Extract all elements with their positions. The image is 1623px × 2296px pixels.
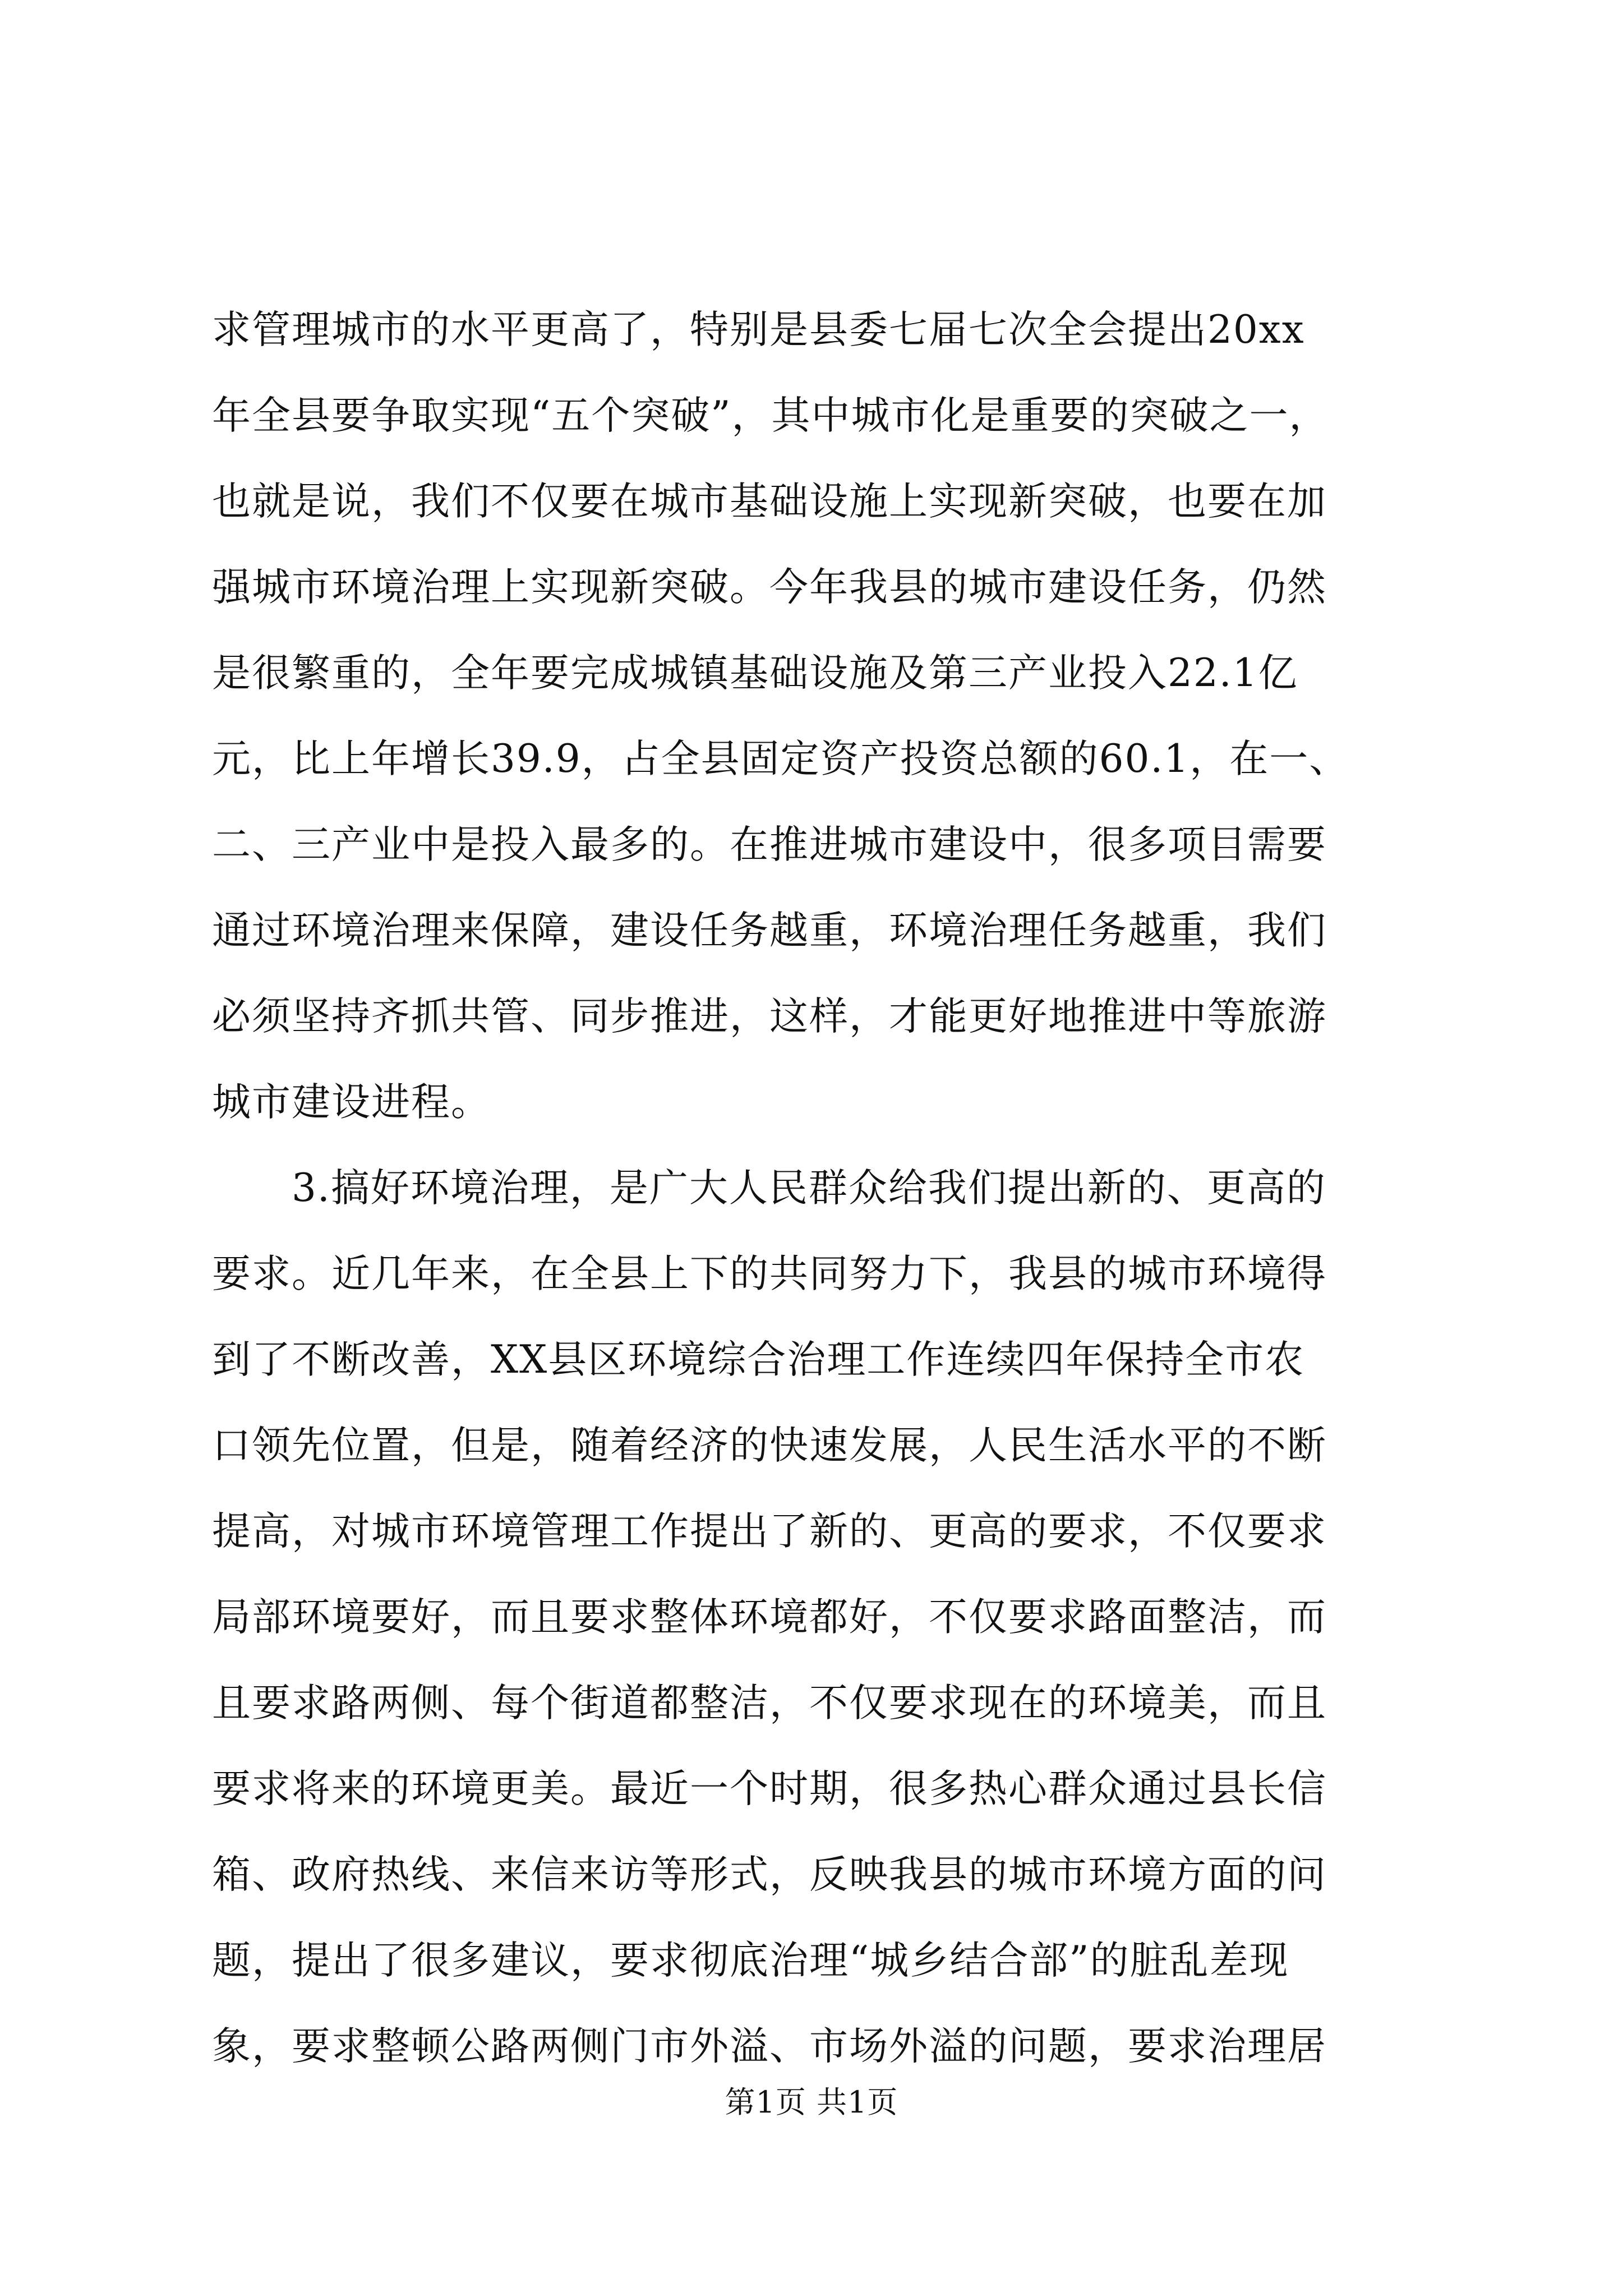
text-line: 城市建设进程。 <box>212 1080 491 1125</box>
text-line: 到了不断改善，XX县区环境综合治理工作连续四年保持全市农 <box>212 1337 1305 1382</box>
page-number-footer: 第1页 共1页 <box>725 2085 898 2120</box>
text-line: 要求。近几年来，在全县上下的共同努力下，我县的城市环境得 <box>212 1251 1327 1296</box>
text-line: 象，要求整顿公路两侧门市外溢、市场外溢的问题，要求治理居 <box>212 2024 1327 2069</box>
text-line: 且要求路两侧、每个街道都整洁，不仅要求现在的环境美，而且 <box>212 1681 1327 1726</box>
text-line: 口领先位置，但是，随着经济的快速发展，人民生活水平的不断 <box>212 1423 1327 1468</box>
text-line: 也就是说，我们不仅要在城市基础设施上实现新突破，也要在加 <box>212 479 1327 524</box>
text-line: 提高，对城市环境管理工作提出了新的、更高的要求，不仅要求 <box>212 1509 1327 1554</box>
paragraph-start-line: 3.搞好环境治理，是广大人民群众给我们提出新的、更高的 <box>292 1166 1326 1211</box>
text-line: 年全县要争取实现“五个突破”，其中城市化是重要的突破之一， <box>212 393 1329 438</box>
text-line: 局部环境要好，而且要求整体环境都好，不仅要求路面整洁，而 <box>212 1595 1327 1640</box>
text-line: 强城市环境治理上实现新突破。今年我县的城市建设任务，仍然 <box>212 565 1327 610</box>
text-line: 要求将来的环境更美。最近一个时期，很多热心群众通过县长信 <box>212 1766 1327 1811</box>
text-line: 必须坚持齐抓共管、同步推进，这样，才能更好地推进中等旅游 <box>212 994 1327 1039</box>
text-line: 箱、政府热线、来信来访等形式，反映我县的城市环境方面的问 <box>212 1852 1327 1897</box>
text-line: 题，提出了很多建议，要求彻底治理“城乡结合部”的脏乱差现 <box>212 1938 1289 1983</box>
text-line: 元，比上年增长39.9，占全县固定资产投资总额的60.1，在一、 <box>212 737 1349 781</box>
text-line: 求管理城市的水平更高了，特别是县委七届七次全会提出20xx <box>212 307 1305 352</box>
text-line: 二、三产业中是投入最多的。在推进城市建设中，很多项目需要 <box>212 822 1327 867</box>
document-body <box>212 287 1412 2090</box>
text-line: 通过环境治理来保障，建设任务越重，环境治理任务越重，我们 <box>212 908 1327 953</box>
text-line: 是很繁重的，全年要完成城镇基础设施及第三产业投入22.1亿 <box>212 651 1298 696</box>
